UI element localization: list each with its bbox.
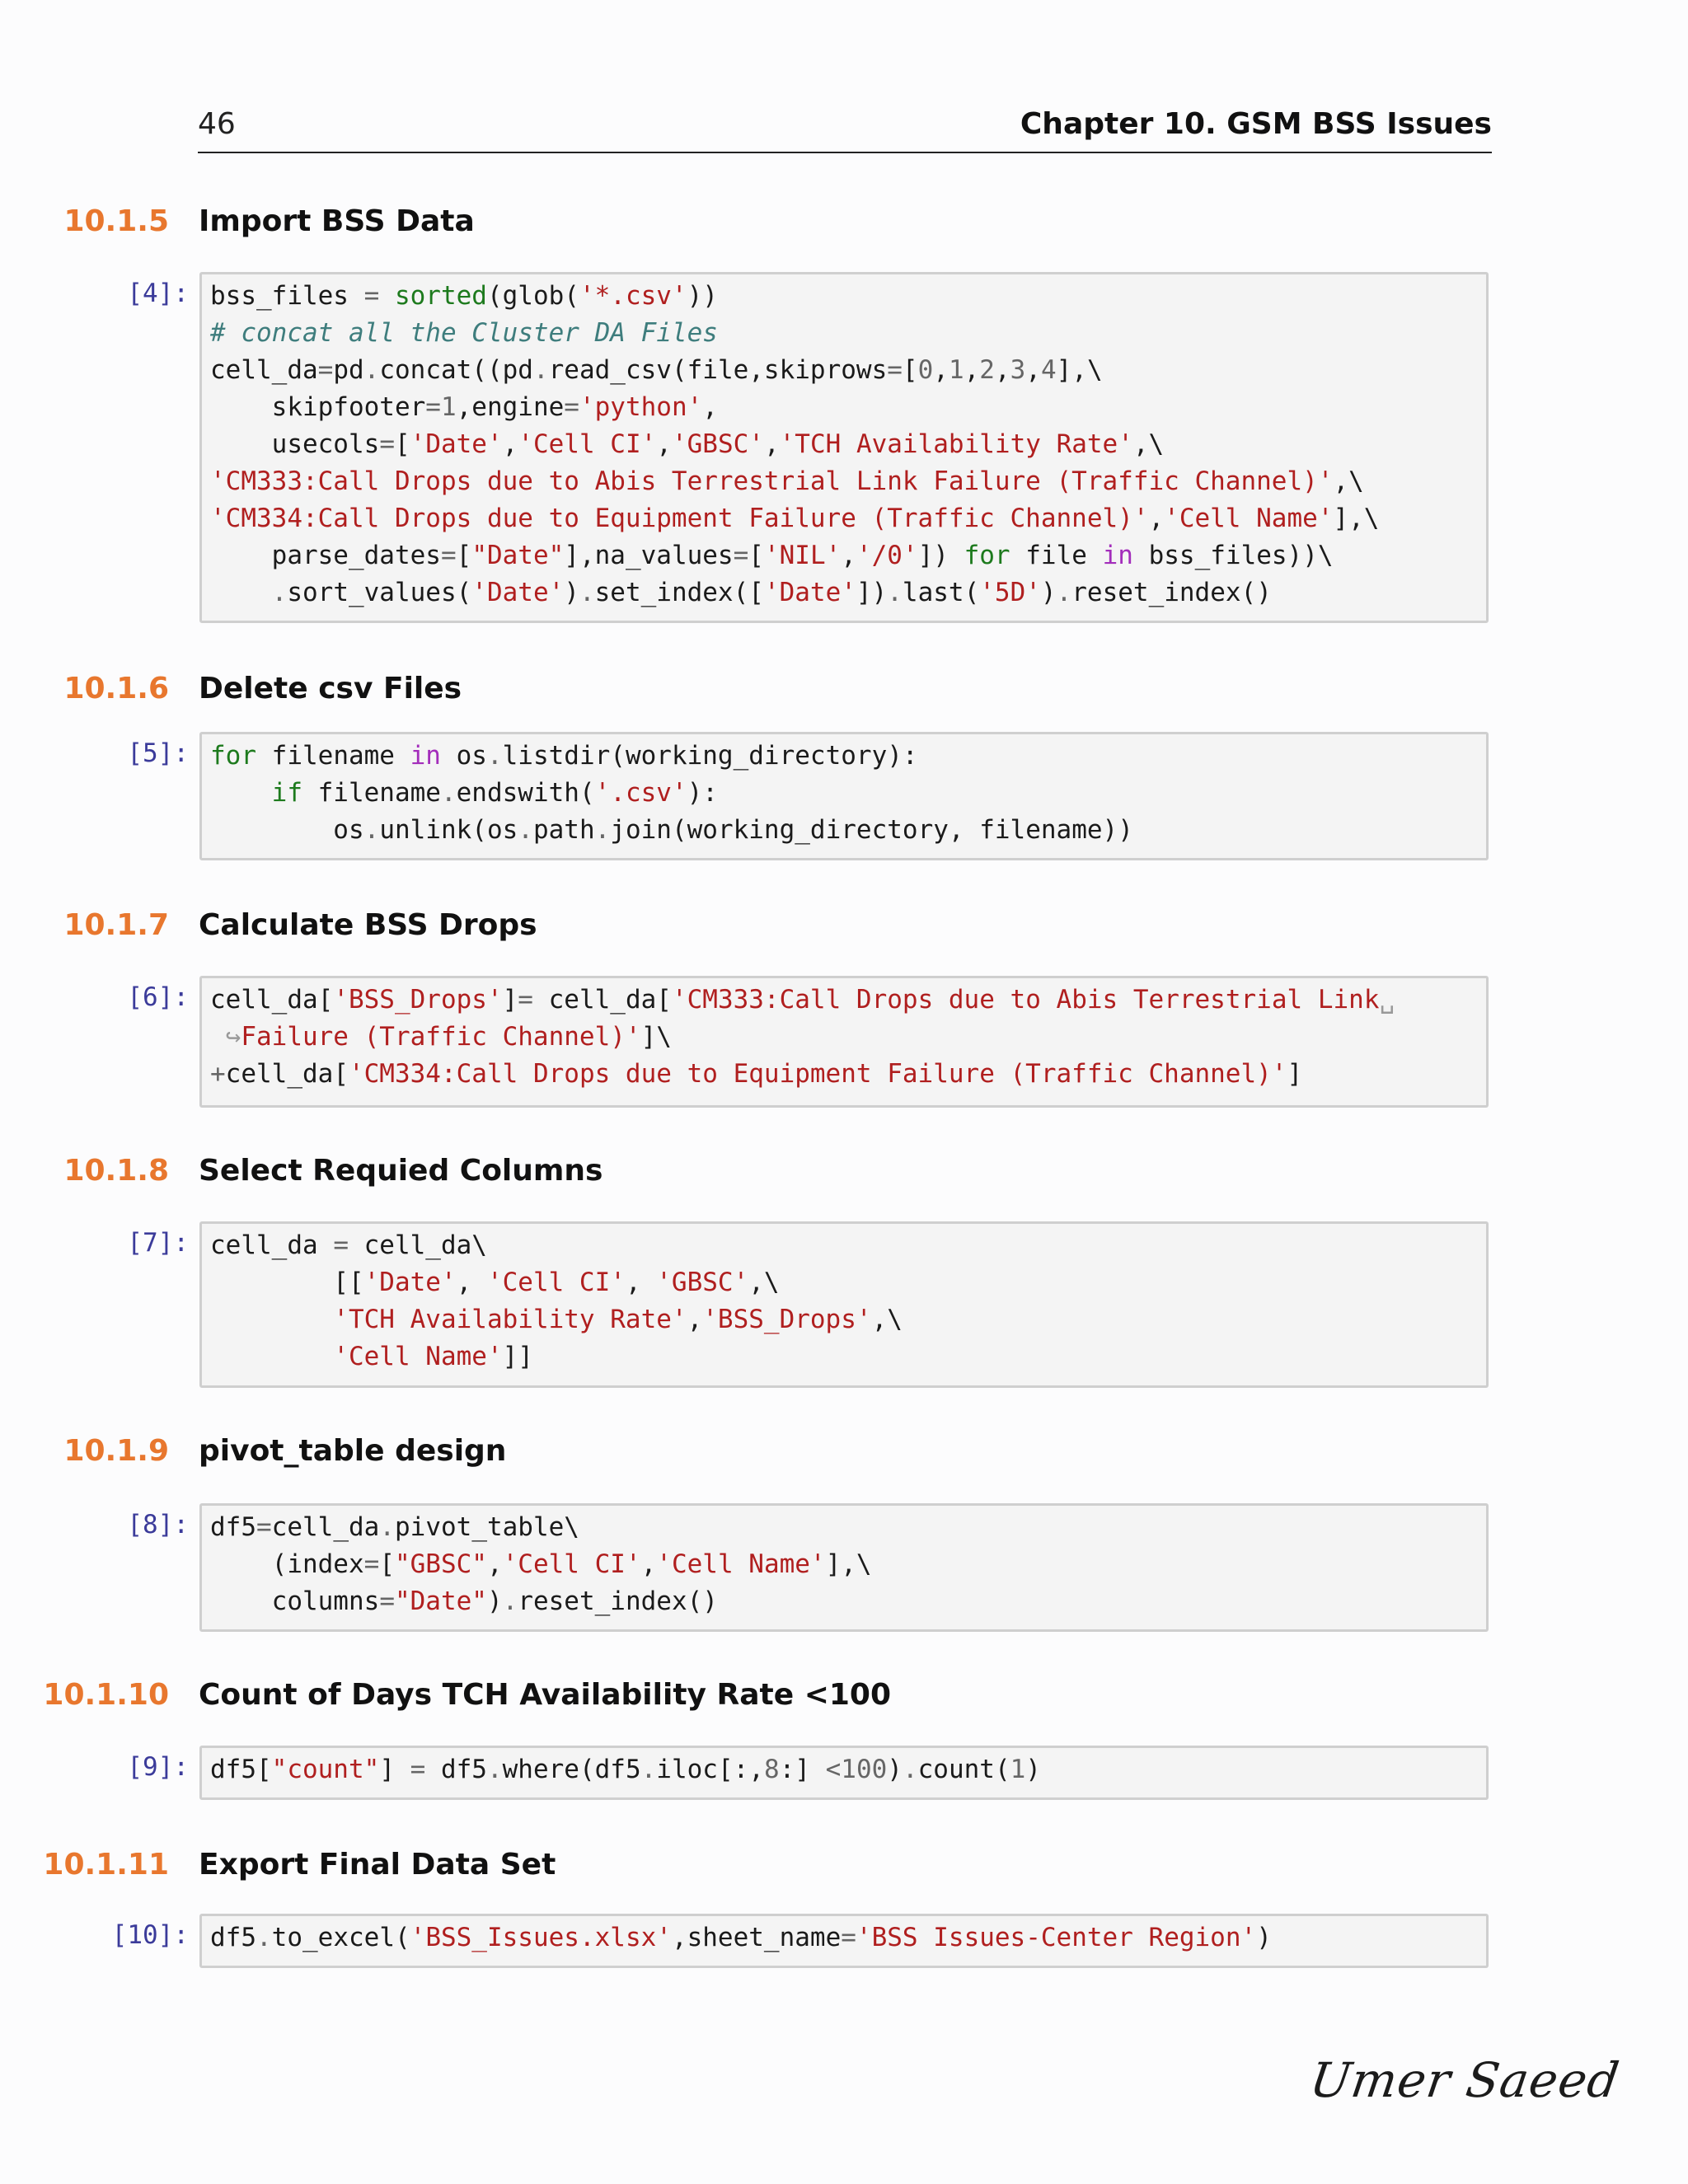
- code-token: 'python': [579, 392, 703, 422]
- code-token: .: [1056, 578, 1072, 607]
- section-title: Count of Days TCH Availability Rate <100: [199, 1678, 892, 1712]
- section-heading: [0, 1678, 1688, 1719]
- page-header: [198, 105, 1492, 153]
- code-token: +: [210, 1059, 226, 1089]
- code-token: filename: [302, 778, 441, 808]
- code-token: ,: [994, 355, 1010, 385]
- code-token: =: [733, 541, 749, 570]
- code-token: 'GBSC': [671, 429, 764, 459]
- code-token: ,: [841, 541, 856, 570]
- code-token: =: [440, 541, 457, 570]
- code-lines: [210, 1751, 1041, 1788]
- code-token: ): [486, 1586, 503, 1616]
- code-token: 'BSS_Drops': [333, 985, 503, 1015]
- code-token: =: [363, 1549, 380, 1579]
- code-token: 'CM334:Call Drops due to Equipment Failure (Traffic Channel)': [348, 1059, 1287, 1089]
- code-token: to_excel(: [271, 1923, 410, 1952]
- code-token: .: [594, 815, 611, 845]
- code-token: cell_da: [210, 355, 318, 385]
- code-token: =: [317, 355, 334, 385]
- code-token: ,: [502, 429, 518, 459]
- code-line: [210, 1338, 903, 1376]
- code-line: [210, 738, 1133, 775]
- code-token: 'NIL': [763, 541, 842, 570]
- code-token: '5D': [979, 578, 1041, 607]
- code-token: ]): [856, 578, 888, 607]
- code-lines: [210, 738, 1133, 849]
- code-token: =: [379, 1586, 395, 1616]
- section-heading: [0, 908, 1688, 949]
- code-token: "Date": [471, 541, 565, 570]
- code-line: [210, 537, 1379, 574]
- code-token: ,sheet_name: [671, 1923, 842, 1952]
- code-token: ,: [1148, 504, 1165, 533]
- code-token: ,\: [1333, 466, 1364, 496]
- code-token: os: [210, 815, 364, 845]
- code-token: .: [518, 815, 533, 845]
- section-heading: [0, 1154, 1688, 1195]
- code-token: "Date": [394, 1586, 487, 1616]
- section-number: 10.1.9: [63, 1434, 169, 1468]
- code-token: 'Cell Name': [1164, 504, 1334, 533]
- code-token: ]: [502, 985, 518, 1015]
- code-line: [210, 1227, 903, 1264]
- code-token: =: [425, 392, 441, 422]
- code-token: file: [1010, 541, 1103, 570]
- code-token: Failure (Traffic Channel)': [241, 1022, 641, 1052]
- code-token: 'TCH Availability Rate': [333, 1305, 687, 1334]
- code-token: ,: [933, 355, 949, 385]
- cell-prompt: [8]:: [127, 1510, 189, 1540]
- cell-prompt: [9]:: [127, 1752, 189, 1782]
- code-token: 'GBSC': [656, 1268, 749, 1297]
- code-token: 'Date': [763, 578, 856, 607]
- section-title: Select Requied Columns: [199, 1154, 603, 1188]
- code-token: ,: [763, 429, 780, 459]
- code-line: [210, 315, 1379, 352]
- code-token: ],na_values: [564, 541, 734, 570]
- code-token: ,: [486, 1549, 503, 1579]
- section-number: 10.1.5: [63, 204, 169, 238]
- code-token: sorted: [394, 281, 487, 311]
- page-number: 46: [198, 107, 236, 141]
- code-token: columns: [210, 1586, 380, 1616]
- code-token: 1: [1010, 1755, 1026, 1784]
- code-line: [210, 982, 1395, 1019]
- code-token: ,: [456, 1268, 487, 1297]
- code-box[interactable]: [199, 272, 1489, 623]
- code-token: .: [579, 578, 595, 607]
- code-token: [: [456, 541, 472, 570]
- code-token: .: [256, 1923, 272, 1952]
- code-line: [210, 1919, 1272, 1957]
- code-line: [210, 812, 1133, 849]
- code-token: ],\: [825, 1549, 872, 1579]
- code-token: skipfooter: [210, 392, 426, 422]
- code-line: [210, 1546, 872, 1583]
- code-token: concat((pd: [379, 355, 533, 385]
- code-token: 'Cell CI': [502, 1549, 641, 1579]
- code-token: endswith(: [456, 778, 595, 808]
- code-token: cell_da: [210, 1230, 334, 1260]
- code-token: 'TCH Availability Rate': [779, 429, 1133, 459]
- code-token: ↪: [210, 1022, 241, 1052]
- code-token: 'Date': [471, 578, 565, 607]
- code-box[interactable]: [199, 732, 1489, 860]
- code-token: ): [887, 1755, 903, 1784]
- code-line: [210, 352, 1379, 389]
- code-token: 0: [917, 355, 934, 385]
- code-token: [: [379, 1549, 395, 1579]
- code-box[interactable]: [199, 976, 1489, 1108]
- code-token: if: [271, 778, 302, 808]
- code-token: os: [440, 741, 487, 771]
- code-line: [210, 500, 1379, 537]
- code-token: =: [887, 355, 903, 385]
- code-token: :]: [779, 1755, 826, 1784]
- code-token: ,: [702, 392, 718, 422]
- code-token: ,\: [871, 1305, 903, 1334]
- code-token: ,: [640, 1549, 657, 1579]
- code-token: .: [363, 815, 380, 845]
- code-token: 2: [979, 355, 995, 385]
- code-line: [210, 278, 1379, 315]
- code-token: cell_da\: [348, 1230, 487, 1260]
- code-line: [210, 1019, 1395, 1056]
- code-token: ],\: [1056, 355, 1103, 385]
- section-number: 10.1.11: [43, 1848, 169, 1882]
- code-token: in: [1102, 541, 1133, 570]
- code-token: =: [333, 1230, 349, 1260]
- code-token: 'Date': [363, 1268, 457, 1297]
- section-heading: [0, 672, 1688, 713]
- code-token: (glob(: [486, 281, 579, 311]
- code-token: =: [564, 392, 579, 422]
- code-lines: [210, 982, 1395, 1093]
- code-token: .: [902, 1755, 918, 1784]
- code-token: [210, 778, 272, 808]
- code-token: ,\: [1132, 429, 1165, 459]
- code-token: 'CM333:Call Drops due to Abis Terrestrial Link: [671, 985, 1380, 1015]
- code-token: df5: [210, 1923, 256, 1952]
- code-token: usecols: [210, 429, 380, 459]
- code-token: 'BSS_Drops': [702, 1305, 872, 1334]
- code-token: path: [532, 815, 595, 845]
- code-token: 4: [1040, 355, 1057, 385]
- code-token: cell_da: [271, 1512, 380, 1542]
- code-line: [210, 389, 1379, 426]
- code-token: [: [748, 541, 764, 570]
- cell-prompt: [7]:: [127, 1228, 189, 1258]
- code-token: df5[: [210, 1755, 272, 1784]
- code-token: )): [687, 281, 718, 311]
- code-token: cell_da[: [225, 1059, 349, 1089]
- cell-prompt: [10]:: [111, 1920, 189, 1950]
- code-token: <: [825, 1755, 842, 1784]
- code-token: # concat all the Cluster DA Files: [210, 318, 718, 348]
- code-token: =: [518, 985, 533, 1015]
- code-token: count(: [917, 1755, 1010, 1784]
- code-line: [210, 1751, 1041, 1788]
- code-token: 'Cell CI': [486, 1268, 626, 1297]
- code-token: .: [271, 578, 288, 607]
- code-lines: [210, 278, 1379, 612]
- code-token: 'CM333:Call Drops due to Abis Terrestrial Link Failure (Traffic Channel)': [210, 466, 1334, 496]
- code-token: 3: [1010, 355, 1026, 385]
- code-token: parse_dates: [210, 541, 441, 570]
- section-heading: [0, 204, 1688, 246]
- code-box[interactable]: [199, 1746, 1489, 1800]
- code-token: where(df5: [502, 1755, 641, 1784]
- code-token: 'BSS_Issues.xlsx': [410, 1923, 672, 1952]
- code-token: sort_values(: [287, 578, 472, 607]
- section-heading: [0, 1848, 1688, 1889]
- code-token: 1: [948, 355, 964, 385]
- code-line: [210, 1301, 903, 1338]
- code-token: "GBSC": [394, 1549, 487, 1579]
- code-token: last(: [902, 578, 980, 607]
- code-line: [210, 463, 1379, 500]
- cell-prompt: [5]:: [127, 738, 189, 768]
- code-token: unlink(os: [379, 815, 518, 845]
- code-token: 8: [763, 1755, 780, 1784]
- code-token: .: [363, 355, 380, 385]
- code-token: =: [256, 1512, 272, 1542]
- code-token: ):: [687, 778, 718, 808]
- code-token: ): [1256, 1923, 1272, 1952]
- code-token: '.csv': [594, 778, 687, 808]
- code-token: [210, 578, 272, 607]
- code-token: 'Cell CI': [518, 429, 657, 459]
- code-line: [210, 1056, 1395, 1093]
- code-line: [210, 775, 1133, 812]
- code-token: reset_index(): [1071, 578, 1272, 607]
- code-token: =: [841, 1923, 856, 1952]
- code-token: ],\: [1333, 504, 1380, 533]
- code-token: pd: [333, 355, 364, 385]
- code-token: for: [964, 541, 1010, 570]
- code-token: ␣: [1379, 985, 1395, 1015]
- section-title: Delete csv Files: [199, 672, 462, 705]
- code-box[interactable]: [199, 1503, 1489, 1632]
- code-token: [: [902, 355, 918, 385]
- code-line: [210, 426, 1379, 463]
- code-token: .: [502, 1586, 518, 1616]
- code-token: ,\: [748, 1268, 780, 1297]
- code-lines: [210, 1227, 903, 1376]
- code-token: df5: [210, 1512, 256, 1542]
- code-lines: [210, 1509, 872, 1620]
- code-token: 'Date': [410, 429, 503, 459]
- author-signature: Umer Saeed: [1306, 2052, 1624, 2108]
- code-token: .: [486, 1755, 503, 1784]
- code-token: 'Cell Name': [656, 1549, 826, 1579]
- code-token: '*.csv': [579, 281, 687, 311]
- code-token: .: [887, 578, 903, 607]
- code-token: bss_files))\: [1132, 541, 1334, 570]
- code-token: .: [640, 1755, 657, 1784]
- code-token: .: [532, 355, 549, 385]
- code-token: filename: [256, 741, 410, 771]
- code-token: .: [379, 1512, 395, 1542]
- code-token: set_index([: [594, 578, 764, 607]
- code-token: =: [363, 281, 380, 311]
- code-token: read_csv(file,skiprows: [548, 355, 888, 385]
- cell-prompt: [4]:: [127, 279, 189, 308]
- code-token: 'CM334:Call Drops due to Equipment Failure (Traffic Channel)': [210, 504, 1149, 533]
- section-number: 10.1.6: [63, 672, 169, 705]
- code-token: 1: [440, 392, 457, 422]
- code-token: .: [440, 778, 457, 808]
- code-token: ): [564, 578, 579, 607]
- cell-prompt: [6]:: [127, 982, 189, 1012]
- code-token: ,: [1025, 355, 1041, 385]
- code-token: [210, 1342, 333, 1371]
- code-token: "count": [271, 1755, 380, 1784]
- code-token: ,: [687, 1305, 703, 1334]
- code-token: ): [1040, 578, 1057, 607]
- code-box[interactable]: [199, 1914, 1489, 1968]
- code-lines: [210, 1919, 1272, 1957]
- chapter-title: Chapter 10. GSM BSS Issues: [1020, 107, 1492, 141]
- code-token: for: [210, 741, 256, 771]
- code-line: [210, 1509, 872, 1546]
- section-title: Calculate BSS Drops: [199, 908, 537, 942]
- section-title: Import BSS Data: [199, 204, 475, 238]
- section-number: 10.1.10: [43, 1678, 169, 1712]
- code-token: ): [1025, 1755, 1041, 1784]
- code-token: ,: [625, 1268, 657, 1297]
- code-token: (index: [210, 1549, 364, 1579]
- code-token: ,: [964, 355, 980, 385]
- code-token: pivot_table\: [395, 1512, 579, 1542]
- code-token: ]): [917, 541, 964, 570]
- code-token: ]: [1287, 1059, 1303, 1089]
- code-token: .: [486, 741, 503, 771]
- section-title: pivot_table design: [199, 1434, 507, 1468]
- code-token: df5: [425, 1755, 487, 1784]
- code-token: 100: [841, 1755, 888, 1784]
- section-title: Export Final Data Set: [199, 1848, 556, 1882]
- code-box[interactable]: [199, 1221, 1489, 1388]
- code-token: reset_index(): [518, 1586, 718, 1616]
- code-token: ]: [379, 1755, 410, 1784]
- code-token: =: [410, 1755, 426, 1784]
- section-number: 10.1.7: [63, 908, 169, 942]
- code-token: =: [379, 429, 395, 459]
- code-token: [[: [210, 1268, 364, 1297]
- code-token: iloc[:,: [656, 1755, 764, 1784]
- code-token: ,engine: [456, 392, 565, 422]
- code-token: ]\: [640, 1022, 672, 1052]
- code-token: cell_da[: [532, 985, 672, 1015]
- code-token: ,: [656, 429, 672, 459]
- code-token: [: [394, 429, 410, 459]
- code-token: 'BSS Issues-Center Region': [856, 1923, 1257, 1952]
- code-token: '/0': [856, 541, 918, 570]
- code-line: [210, 1583, 872, 1620]
- code-token: in: [410, 741, 441, 771]
- code-token: ]]: [502, 1342, 533, 1371]
- code-line: [210, 1264, 903, 1301]
- section-number: 10.1.8: [63, 1154, 169, 1188]
- code-line: [210, 574, 1379, 612]
- code-token: bss_files: [210, 281, 364, 311]
- code-token: 'Cell Name': [333, 1342, 503, 1371]
- code-token: [210, 1305, 333, 1334]
- code-token: [379, 281, 395, 311]
- section-heading: [0, 1434, 1688, 1475]
- code-token: listdir(working_directory):: [502, 741, 918, 771]
- code-token: cell_da[: [210, 985, 334, 1015]
- code-token: join(working_directory, filename)): [610, 815, 1133, 845]
